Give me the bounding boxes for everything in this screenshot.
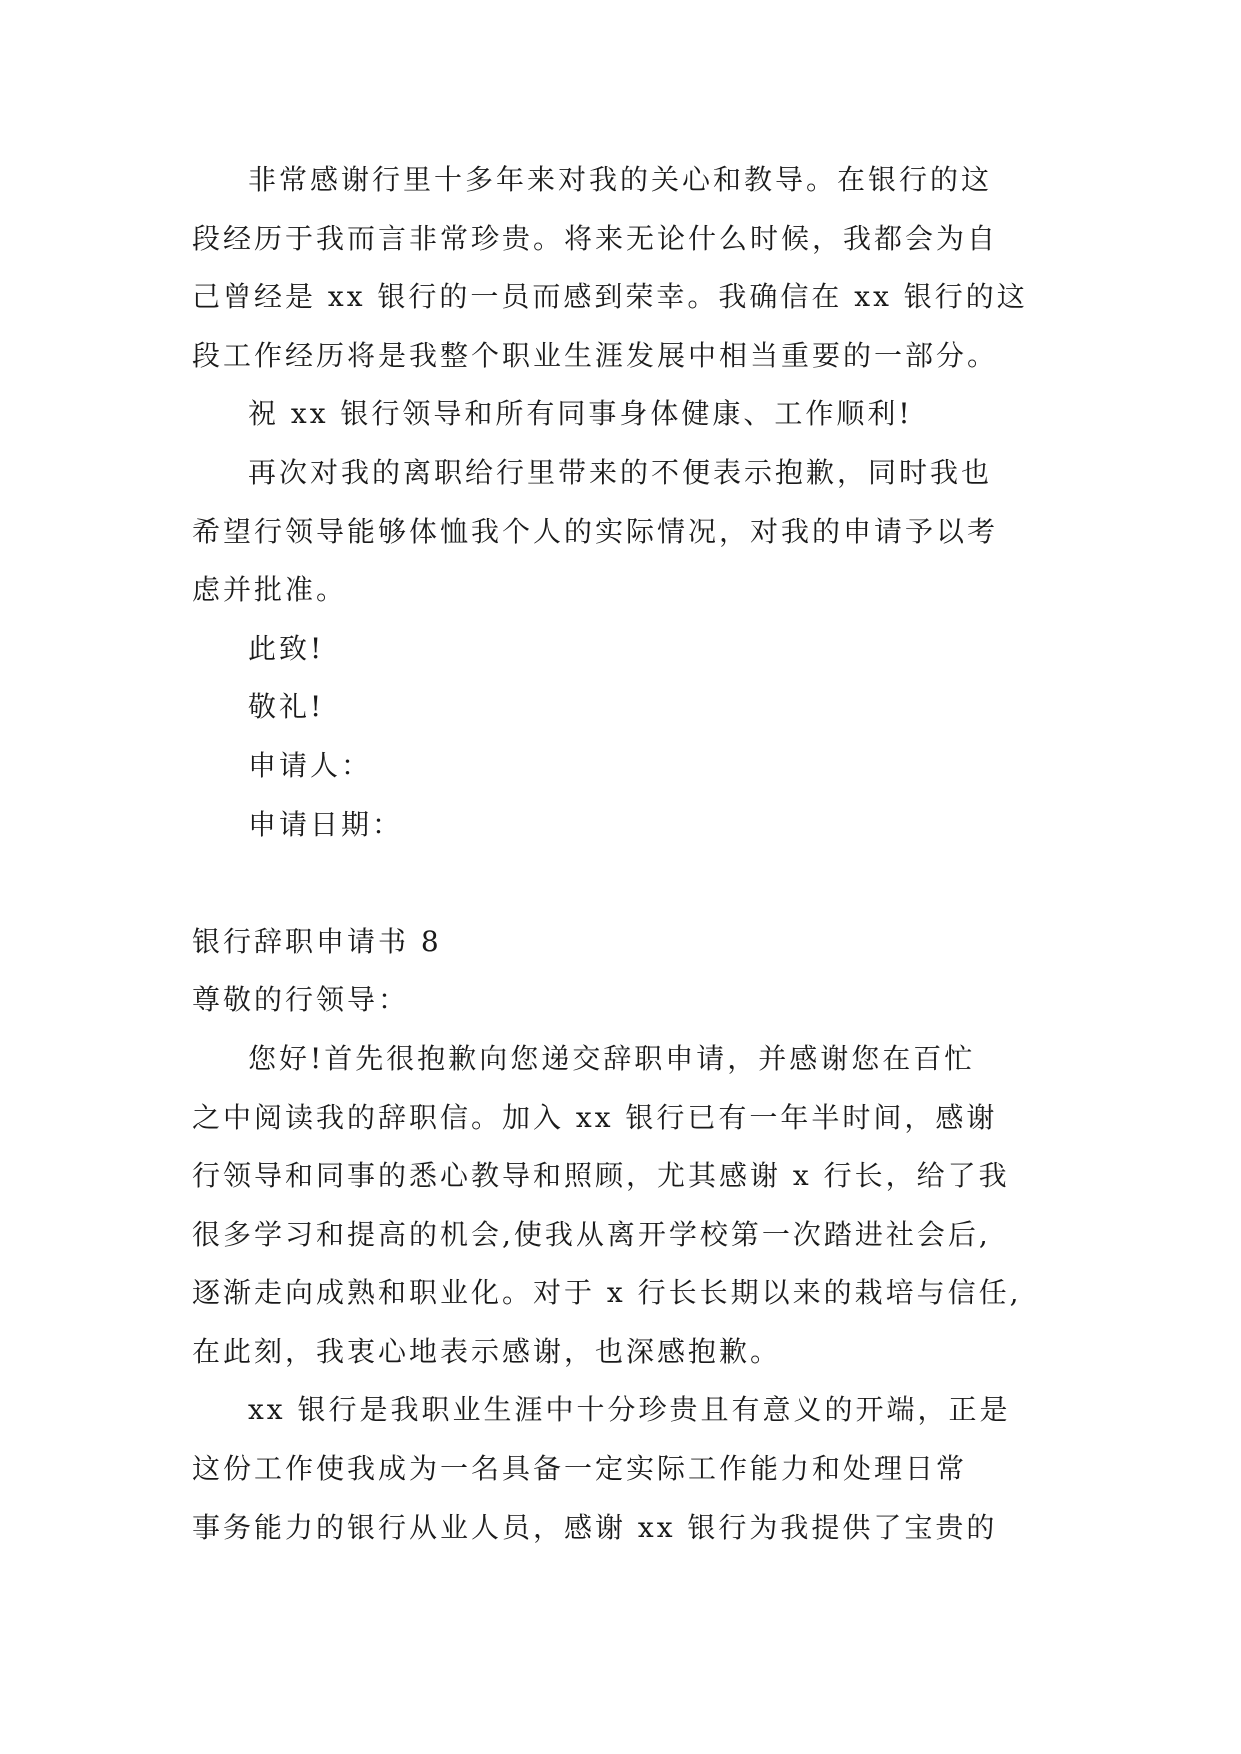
text-line: 您好!首先很抱歉向您递交辞职申请，并感谢您在百忙	[248, 1041, 976, 1075]
text-line: 非常感谢行里十多年来对我的关心和教导。在银行的这	[248, 163, 993, 196]
section-spacer	[192, 854, 1062, 913]
closing-regards: 此致!	[248, 631, 325, 665]
text-line: 虑并批准。	[192, 573, 348, 607]
applicant-label: 申请人：	[248, 748, 373, 782]
text-line: 这份工作使我成为一名具备一定实际工作能力和处理日常	[192, 1452, 968, 1486]
text-line: 很多学习和提高的机会,使我从离开学校第一次踏进社会后,	[192, 1217, 991, 1251]
document-body	[192, 151, 1062, 1557]
paragraph-greeting	[192, 1030, 1062, 1382]
text-line: 段工作经历将是我整个职业生涯发展中相当重要的一部分。	[192, 338, 999, 372]
text-line: 段经历于我而言非常珍贵。将来无论什么时候，我都会为自	[192, 221, 999, 255]
text-line: 在此刻，我衷心地表示感谢，也深感抱歉。	[192, 1334, 782, 1368]
closing-salute: 敬礼!	[248, 690, 325, 724]
text-line: 行领导和同事的悉心教导和照顾，尤其感谢 x 行长，给了我	[192, 1159, 1010, 1193]
paragraph-wishes: 祝 xx 银行领导和所有同事身体健康、工作顺利!	[248, 397, 913, 431]
text-line: 再次对我的离职给行里带来的不便表示抱歉，同时我也	[248, 455, 993, 489]
text-line: 己曾经是 xx 银行的一员而感到荣幸。我确信在 xx 银行的这	[192, 280, 1028, 314]
section-title: 银行辞职申请书 8	[192, 924, 442, 958]
paragraph-apology	[192, 444, 1062, 620]
text-line: 希望行领导能够体恤我个人的实际情况，对我的申请予以考	[192, 514, 999, 548]
text-line: xx 银行是我职业生涯中十分珍贵且有意义的开端，正是	[248, 1393, 1011, 1427]
application-date-label: 申请日期：	[248, 807, 404, 841]
text-line: 逐渐走向成熟和职业化。对于 x 行长长期以来的栽培与信任,	[192, 1276, 1022, 1310]
paragraph-career	[192, 1381, 1062, 1557]
paragraph-gratitude	[192, 151, 1062, 385]
text-line: 之中阅读我的辞职信。加入 xx 银行已有一年半时间，感谢	[192, 1100, 998, 1134]
text-line: 事务能力的银行从业人员，感谢 xx 银行为我提供了宝贵的	[192, 1510, 998, 1544]
salutation: 尊敬的行领导：	[192, 983, 410, 1017]
